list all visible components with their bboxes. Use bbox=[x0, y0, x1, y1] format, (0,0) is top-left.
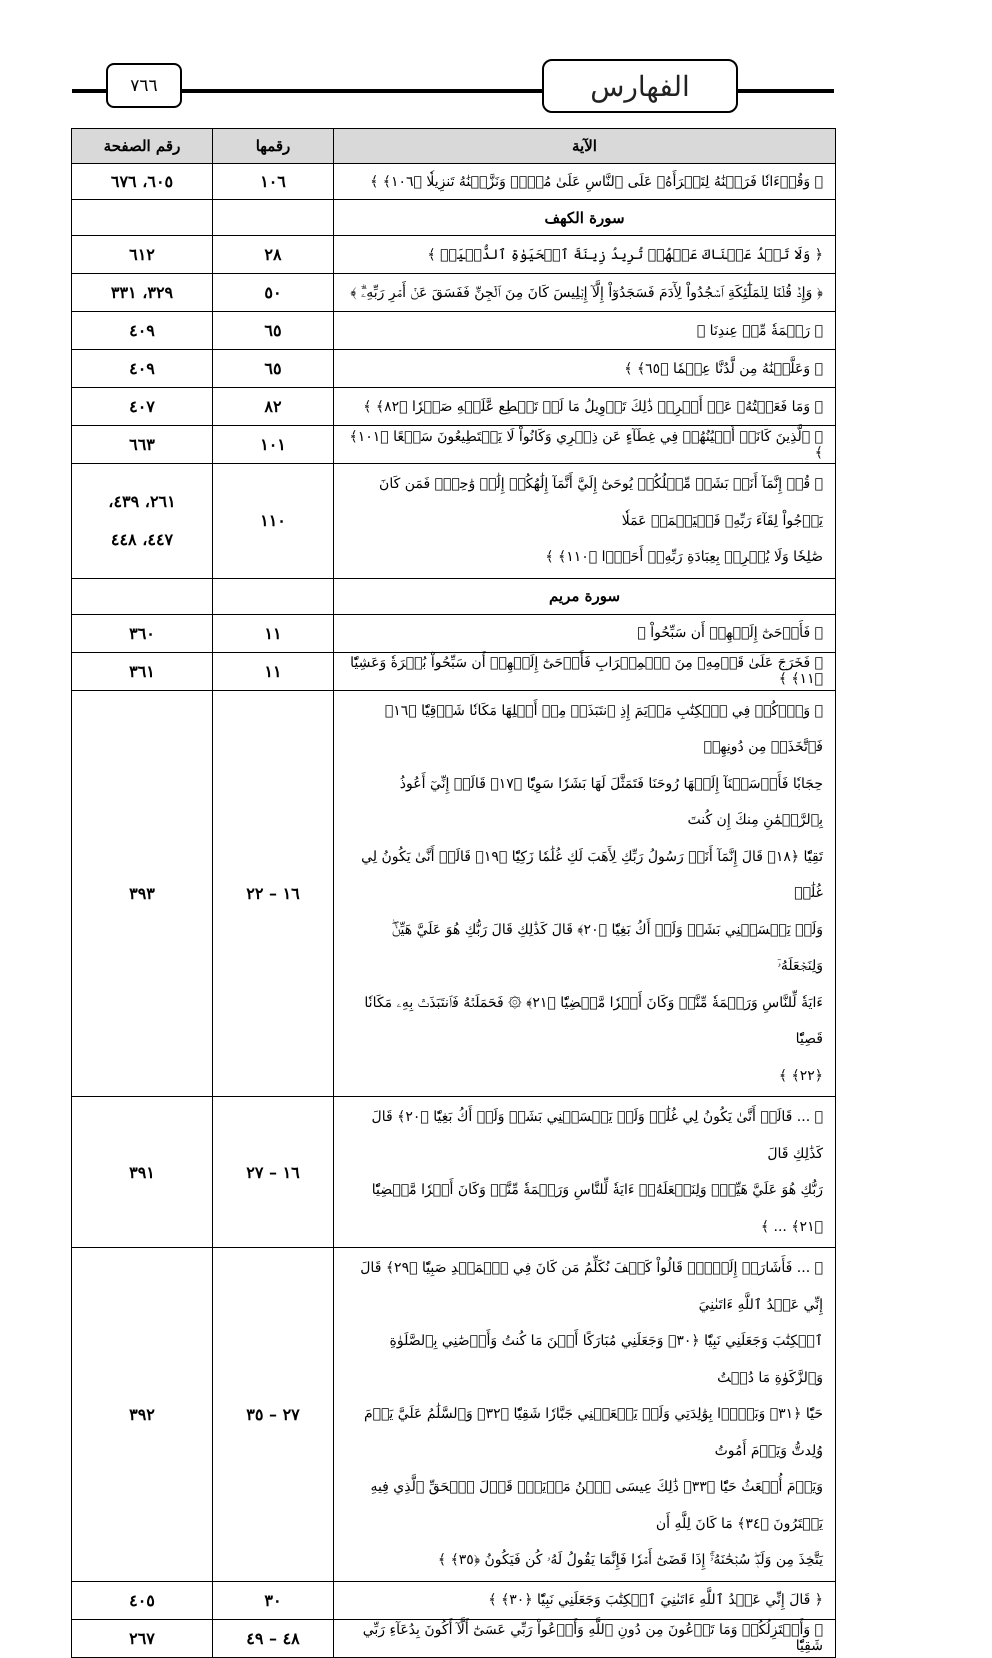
table-row bbox=[72, 1619, 836, 1657]
verse-line: ﴿ قُلۡ إِنَّمَآ أَنَا۠ بَشَرٞ مِّثۡلُكُمۡ يُوحَىٰٓ إِلَيَّ أَنَّمَآ إِلَٰهُكُمۡ إِلَٰهٞ وَٰحِدٞۖ فَمَن كَانَ يَرۡجُواْ لِقَآءَ رَبِّهِۦ فَلۡيَعۡمَلۡ عَمَلٗا bbox=[379, 476, 823, 529]
table-row bbox=[72, 464, 836, 579]
header-number: رقمها bbox=[213, 129, 334, 164]
table-row bbox=[72, 1248, 836, 1582]
verse-number: ٢٧ – ٣٥ bbox=[213, 1248, 334, 1582]
page-refs: ٤٠٩ bbox=[72, 350, 213, 388]
table-header-row bbox=[72, 129, 836, 164]
verse-line: ﴿ وَٱذۡكُرۡ فِي ٱلۡكِتَٰبِ مَرۡيَمَ إِذِ ٱنتَبَذَتۡ مِنۡ أَهۡلِهَا مَكَانٗا شَرۡقِيّٗا ﴿١٦﴾ فَٱتَّخَذَتۡ مِن دُونِهِمۡ bbox=[384, 702, 823, 755]
verse-line: يَتَّخِذَ مِن وَلَدٖۖ سُبۡحَٰنَهُۥٓۚ إِذَا قَضَىٰٓ أَمۡرٗا فَإِنَّمَا يَقُولُ لَهُۥ كُن فَيَكُونُ ﴿٣٥﴾ ﴾ bbox=[437, 1552, 823, 1568]
empty-cell bbox=[72, 200, 213, 236]
table-row bbox=[72, 164, 836, 200]
verse-text: ﴿ فَأَوۡحَىٰٓ إِلَيۡهِمۡ أَن سَبِّحُواْ ﴾ bbox=[334, 614, 836, 652]
verse-text: ﴿ وَقُرۡءَانٗا فَرَقۡنَٰهُ لِتَقۡرَأَهُۥ عَلَى ٱلنَّاسِ عَلَىٰ مُكۡثٖ وَنَزَّلۡنَٰهُ تَنزِيلٗا ﴿١٠٦﴾ ﴾ bbox=[334, 164, 836, 200]
page-refs: ٦٠٥، ٦٧٦ bbox=[72, 164, 213, 200]
verse-number: ١٦ – ٢٢ bbox=[213, 690, 334, 1097]
header-verse: الآية bbox=[334, 129, 836, 164]
page-refs: ٤٠٩ bbox=[72, 312, 213, 350]
verse-text bbox=[334, 690, 836, 1097]
table-row bbox=[72, 1581, 836, 1619]
verse-text bbox=[334, 464, 836, 579]
verse-number: ٤٨ – ٤٩ bbox=[213, 1619, 334, 1657]
verse-line: وَلَمۡ يَمۡسَسۡنِي بَشَرٞ وَلَمۡ أَكُ بَغِيّٗا ﴿٢٠﴾ قَالَ كَذَٰلِكِ قَالَ رَبُّكِ هُوَ عَلَيَّ هَيِّنٞۖ وَلِنَجۡعَلَهُۥٓ bbox=[391, 921, 823, 974]
page-refs: ٣٢٩، ٣٣١ bbox=[72, 274, 213, 312]
page-refs: ٣٩٣ bbox=[72, 690, 213, 1097]
verse-text: ﴿ وَأَعۡتَزِلُكُمۡ وَمَا تَدۡعُونَ مِن دُونِ ٱللَّهِ وَأَدۡعُواْ رَبِّي عَسَىٰٓ أَلَّآ أَكُونَ بِدُعَآءِ رَبِّي شَقِيّٗا bbox=[334, 1619, 836, 1657]
page-refs: ٣٩٢ bbox=[72, 1248, 213, 1582]
verse-line: حِجَابٗا فَأَرۡسَلۡنَآ إِلَيۡهَا رُوحَنَا فَتَمَثَّلَ لَهَا بَشَرٗا سَوِيّٗا ﴿١٧﴾ قَالَتۡ إِنِّيٓ أَعُوذُ بِٱلرَّحۡمَٰنِ مِنكَ إِن كُنتَ bbox=[399, 775, 823, 828]
table-row bbox=[72, 350, 836, 388]
table-row bbox=[72, 236, 836, 274]
verse-number: ١١ bbox=[213, 652, 334, 690]
verse-number: ٢٨ bbox=[213, 236, 334, 274]
verse-text: ﴿ وَإِذۡ قُلۡنَا لِلۡمَلَٰٓئِكَةِ ٱسۡجُدُواْ لِأٓدَمَ فَسَجَدُوٓاْ إِلَّآ إِبۡلِيسَ كَانَ مِنَ ٱلۡجِنِّ فَفَسَقَ عَنۡ أَمۡرِ رَبِّهِۦٓۗ ﴾ bbox=[334, 274, 836, 312]
table-row bbox=[72, 274, 836, 312]
surah-row bbox=[72, 578, 836, 614]
page-refs: ٣٦٠ bbox=[72, 614, 213, 652]
verse-line: ءَايَةٗ لِّلنَّاسِ وَرَحۡمَةٗ مِّنَّاۚ وَكَانَ أَمۡرٗا مَّقۡضِيّٗا ﴿٢١﴾ ۞ فَحَمَلَتۡهُ فَٱنتَبَذَتۡ بِهِۦ مَكَانٗا قَصِيّٗا bbox=[364, 994, 823, 1047]
verse-number: ٨٢ bbox=[213, 388, 334, 426]
verse-line: ﴿ ... قَالَتۡ أَنَّىٰ يَكُونُ لِي غُلَٰمٞ وَلَمۡ يَمۡسَسۡنِي بَشَرٞ وَلَمۡ أَكُ بَغِيّٗا ﴿٢٠﴾ قَالَ كَذَٰلِكِ قَالَ bbox=[371, 1109, 823, 1162]
page-refs: ٦١٢ bbox=[72, 236, 213, 274]
page-refs: ٤٠٧ bbox=[72, 388, 213, 426]
verse-number: ١١٠ bbox=[213, 464, 334, 579]
verse-number: ٥٠ bbox=[213, 274, 334, 312]
surah-title: سورة الكهف bbox=[334, 200, 836, 236]
verse-line: رَبُّكِ هُوَ عَلَيَّ هَيِّنٞۖ وَلِنَجۡعَلَهُۥٓ ءَايَةٗ لِّلنَّاسِ وَرَحۡمَةٗ مِّنَّاۚ وَكَانَ أَمۡرٗا مَّقۡضِيّٗا ﴿٢١﴾ ... ﴾ bbox=[371, 1182, 823, 1235]
table-row bbox=[72, 388, 836, 426]
page-refs: ٣٩١ bbox=[72, 1097, 213, 1248]
verse-index-table bbox=[71, 128, 836, 1658]
table-row bbox=[72, 614, 836, 652]
table-row bbox=[72, 652, 836, 690]
table-row bbox=[72, 1097, 836, 1248]
verse-line: ﴿٢٢﴾ ﴾ bbox=[778, 1067, 823, 1084]
verse-text: ﴿ وَمَا فَعَلۡتُهُۥ عَنۡ أَمۡرِيۚ ذَٰلِكَ تَأۡوِيلُ مَا لَمۡ تَسۡطِع عَّلَيۡهِ صَبۡرٗا ﴿٨٢﴾ ﴾ bbox=[334, 388, 836, 426]
verse-text bbox=[334, 1248, 836, 1582]
surah-title: سورة مريم bbox=[334, 578, 836, 614]
verse-text: ﴿ وَعَلَّمۡنَٰهُ مِن لَّدُنَّا عِلۡمٗا ﴿٦٥﴾ ﴾ bbox=[334, 350, 836, 388]
page-title: الفهارس bbox=[542, 59, 738, 113]
table-row bbox=[72, 312, 836, 350]
verse-text: ﴿ وَلَا تَعۡدُ عَيۡنَاكَ عَنۡهُمۡ تُرِيدُ زِينَةَ ٱلۡحَيَوٰةِ ٱلدُّنۡيَاۖ ﴾ bbox=[334, 236, 836, 274]
page-number: ٧٦٦ bbox=[106, 63, 182, 108]
table-row bbox=[72, 426, 836, 464]
page-refs-line: ٤٤٧، ٤٤٨ bbox=[110, 529, 174, 549]
verse-number: ١٦ – ٢٧ bbox=[213, 1097, 334, 1248]
verse-line: حَيّٗا ﴿٣١﴾ وَبَرَّۢا بِوَٰلِدَتِي وَلَمۡ يَجۡعَلۡنِي جَبَّارٗا شَقِيّٗا ﴿٣٢﴾ وَٱلسَّلَٰمُ عَلَيَّ يَوۡمَ وُلِدتُّ وَيَوۡمَ أَمُوتُ bbox=[363, 1406, 823, 1459]
verse-line: ﴿ ... فَأَشَارَتۡ إِلَيۡهِۖ قَالُواْ كَيۡفَ نُكَلِّمُ مَن كَانَ فِي ٱلۡمَهۡدِ صَبِيّٗا ﴿٢٩﴾ قَالَ إِنِّي عَبۡدُ ٱللَّهِ ءَاتَىٰنِيَ bbox=[360, 1260, 823, 1313]
header-page: رقم الصفحة bbox=[72, 129, 213, 164]
verse-line: صَٰلِحٗا وَلَا يُشۡرِكۡ بِعِبَادَةِ رَبِّهِۦٓ أَحَدَۢا ﴿١١٠﴾ ﴾ bbox=[545, 549, 823, 565]
verse-number: ٦٥ bbox=[213, 350, 334, 388]
empty-cell bbox=[213, 200, 334, 236]
verse-text: ﴿ فَخَرَجَ عَلَىٰ قَوۡمِهِۦ مِنَ ٱلۡمِحۡرَابِ فَأَوۡحَىٰٓ إِلَيۡهِمۡ أَن سَبِّحُواْ بُكۡرَةٗ وَعَشِيّٗا ﴿١١﴾ ﴾ bbox=[334, 652, 836, 690]
verse-text bbox=[334, 1097, 836, 1248]
verse-line: تَقِيّٗا ﴿١٨﴾ قَالَ إِنَّمَآ أَنَا۠ رَسُولُ رَبِّكِ لِأَهَبَ لَكِ غُلَٰمٗا زَكِيّٗا ﴿١٩﴾ قَالَتۡ أَنَّىٰ يَكُونُ لِي غُلَٰمٞ bbox=[361, 848, 823, 901]
table-row bbox=[72, 690, 836, 1097]
surah-row bbox=[72, 200, 836, 236]
verse-number: ١١ bbox=[213, 614, 334, 652]
page-refs: ٢٦٧ bbox=[72, 1619, 213, 1657]
verse-text: ﴿ قَالَ إِنِّي عَبۡدُ ٱللَّهِ ءَاتَىٰنِيَ ٱلۡكِتَٰبَ وَجَعَلَنِي نَبِيّٗا ﴿٣٠﴾ ﴾ bbox=[334, 1581, 836, 1619]
verse-number: ١٠١ bbox=[213, 426, 334, 464]
verse-line: ٱلۡكِتَٰبَ وَجَعَلَنِي نَبِيّٗا ﴿٣٠﴾ وَجَعَلَنِي مُبَارَكًا أَيۡنَ مَا كُنتُ وَأَوۡصَٰنِي بِٱلصَّلَوٰةِ وَٱلزَّكَوٰةِ مَا دُمۡتُ bbox=[389, 1333, 823, 1386]
page-refs-line: ٢٦١، ٤٣٩، bbox=[108, 491, 176, 511]
verse-number: ١٠٦ bbox=[213, 164, 334, 200]
verse-text: ﴿ ٱلَّذِينَ كَانَتۡ أَعۡيُنُهُمۡ فِي غِطَآءٍ عَن ذِكۡرِي وَكَانُواْ لَا يَسۡتَطِيعُونَ سَمۡعًا ﴿١٠١﴾ ﴾ bbox=[334, 426, 836, 464]
verse-number: ٦٥ bbox=[213, 312, 334, 350]
empty-cell bbox=[213, 578, 334, 614]
page-refs: ٤٠٥ bbox=[72, 1581, 213, 1619]
verse-text: ﴿ رَحۡمَةٗ مِّنۡ عِندِنَا ﴾ bbox=[334, 312, 836, 350]
page-refs bbox=[72, 464, 213, 579]
verse-number: ٣٠ bbox=[213, 1581, 334, 1619]
page-refs: ٦٦٣ bbox=[72, 426, 213, 464]
empty-cell bbox=[72, 578, 213, 614]
page-refs: ٣٦١ bbox=[72, 652, 213, 690]
verse-line: وَيَوۡمَ أُبۡعَثُ حَيّٗا ﴿٣٣﴾ ذَٰلِكَ عِيسَى ٱبۡنُ مَرۡيَمَۖ قَوۡلَ ٱلۡحَقِّ ٱلَّذِي فِيهِ يَمۡتَرُونَ ﴿٣٤﴾ مَا كَانَ لِلَّهِ أَن bbox=[370, 1479, 823, 1532]
